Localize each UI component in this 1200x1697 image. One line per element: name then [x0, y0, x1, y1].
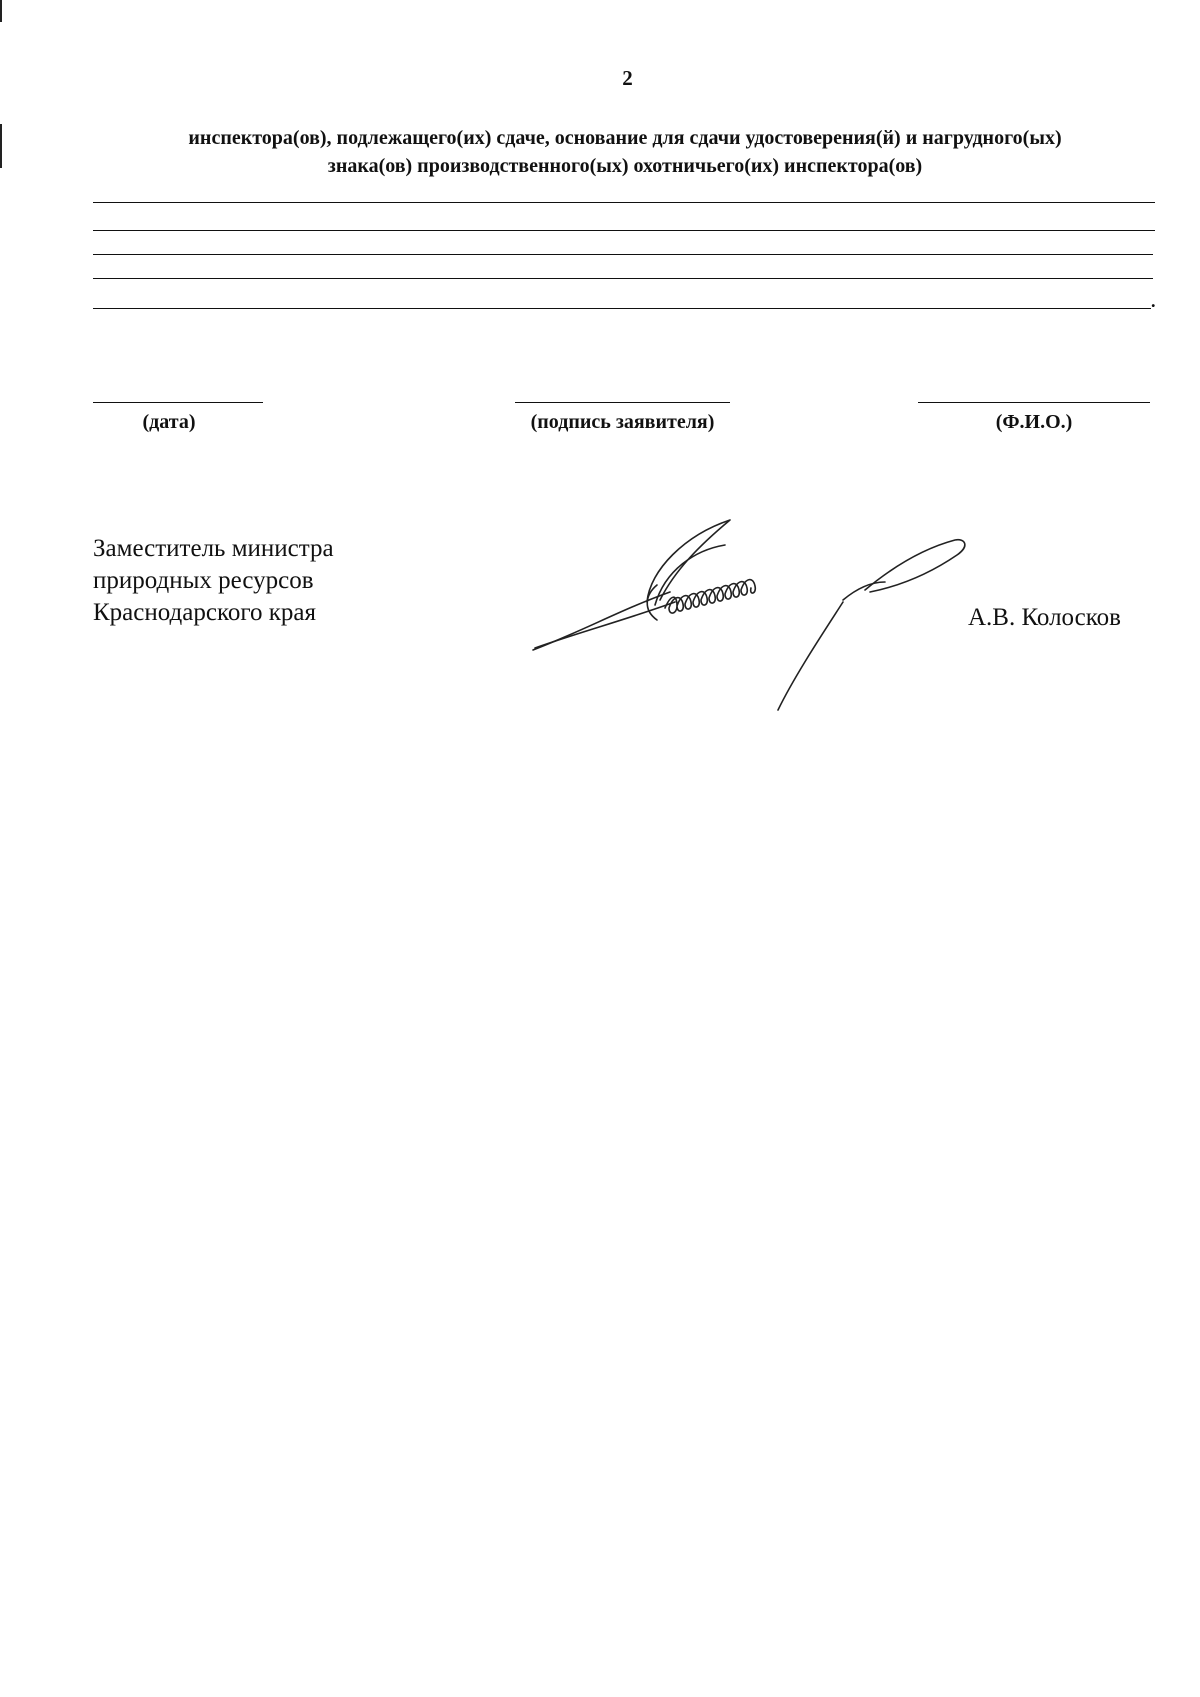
trailing-dot: .	[1151, 291, 1156, 311]
date-field	[93, 402, 263, 434]
handwritten-signature	[525, 510, 1005, 730]
signature-stroke	[647, 520, 730, 602]
form-caption-line: инспектора(ов), подлежащего(их) сдаче, основание для сдачи удостоверения(й) и нагрудного(ых)	[188, 127, 1062, 149]
signer-position	[93, 533, 334, 629]
page-number: 2	[622, 66, 633, 90]
signature-stroke	[865, 540, 965, 592]
applicant-signature-field	[515, 402, 730, 434]
form-caption-line: знака(ов) производственного(ых) охотничьего(их) инспектора(ов)	[327, 155, 923, 177]
full-name-label: (Ф.И.О.)	[995, 411, 1073, 433]
date-label: (дата)	[142, 411, 196, 433]
full-name-rule	[918, 402, 1150, 403]
signature-stroke	[535, 602, 675, 648]
fill-in-line	[93, 278, 1153, 279]
full-name-field	[918, 402, 1150, 434]
applicant-signature-label: (подпись заявителя)	[530, 411, 715, 433]
fill-in-line	[93, 202, 1155, 203]
signer-position-line: Краснодарского края	[93, 599, 316, 626]
signer-name: А.В. Колосков	[968, 604, 1121, 631]
applicant-signature-rule	[515, 402, 730, 403]
form-caption	[95, 124, 1155, 180]
fill-in-line	[93, 308, 1151, 309]
scan-edge-mark	[0, 124, 2, 168]
fill-in-line	[93, 230, 1155, 231]
fill-in-line	[93, 254, 1153, 255]
date-rule	[93, 402, 263, 403]
signer-position-line: природных ресурсов	[93, 567, 314, 594]
signature-stroke	[778, 602, 843, 710]
scan-edge-mark	[0, 0, 2, 22]
signature-stroke	[843, 582, 885, 600]
signature-stroke	[665, 580, 755, 613]
signer-position-line: Заместитель министра	[93, 535, 334, 562]
